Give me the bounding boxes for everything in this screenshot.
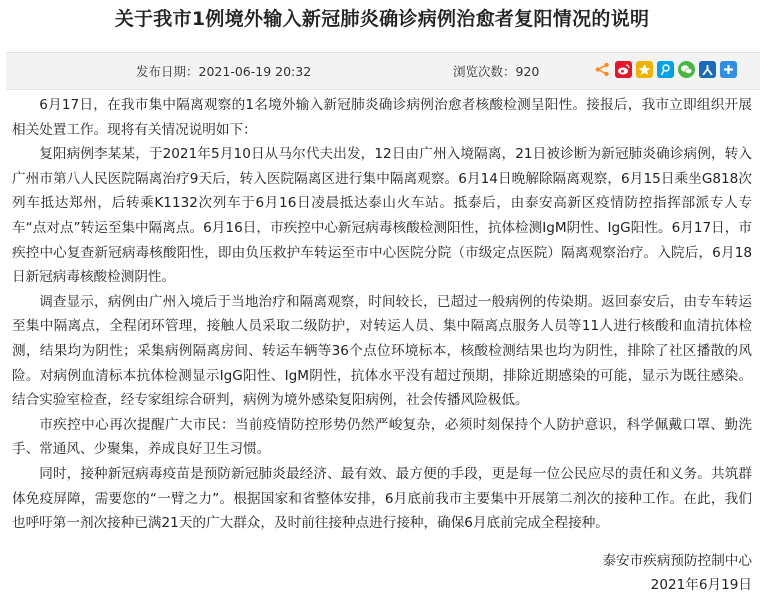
publish-date-label: 发布日期： bbox=[136, 64, 199, 79]
signature: 泰安市疾病预防控制中心 bbox=[602, 553, 752, 569]
article-body bbox=[12, 93, 752, 536]
signature-date: 2021年6月19日 bbox=[650, 577, 752, 593]
page-title: 关于我市1例境外输入新冠肺炎确诊病例治愈者复阳情况的说明 bbox=[114, 8, 650, 30]
more-icon[interactable] bbox=[720, 61, 737, 78]
share-toolbar bbox=[594, 61, 737, 78]
paragraph: 6月17日，在我市集中隔离观察的1名境外输入新冠肺炎确诊病例治愈者核酸检测呈阳性。接报后，我市立即组织开展相关处置工作。现将有关情况说明如下： bbox=[12, 97, 752, 138]
qzone-icon[interactable] bbox=[636, 61, 653, 78]
paragraph: 调查显示，病例由广州入境后于当地治疗和隔离观察，时间较长，已超过一般病例的传染期。返回泰安后，由专车转运至集中隔离点，全程闭环管理，接触人员采取二级防护，对转运人员、集中隔离点服务人员等11人进行核酸和血清抗体检测，结果均为阴性；采集病例隔离房间、转运车辆等36个点位环境标本，核酸检测结果也均为阴性，排除了社区播散的风险。对病例血清标本抗体检测显示IgG阳性、IgM阴性，抗体水平没有超过预期，排除近期感染的可能，显示为既往感染。结合实验室检查，经专家组综合研判，病例为境外感染复阳病例，社会传播风险极低。 bbox=[12, 293, 752, 409]
publish-date bbox=[136, 62, 311, 80]
tencent-weibo-icon[interactable] bbox=[657, 61, 674, 78]
share-icon[interactable] bbox=[594, 61, 611, 78]
paragraph: 复阳病例李某某，于2021年5月10日从马尔代夫出发，12日由广州入境隔离，21日被诊断为新冠肺炎确诊病例，转入广州市第八人民医院隔离治疗9天后，转入医院隔离区进行集中隔离观察。6月14日晚解除隔离观察，6月15日乘坐G818次列车抵达郑州，后转乘K1132次列车于6月16日凌晨抵达泰山火车站。抵泰后，由泰安高新区疫情防控指挥部派专人专车“点对点”转运至集中隔离点。6月16日，市疾控中心新冠病毒核酸检测阳性，抗体检测IgM阴性、IgG阳性。6月17日，市疾控中心复查新冠病毒核酸阳性，即由负压救护车转运至市中心医院分院（市级定点医院）隔离观察治疗。入院后，6月18日新冠病毒核酸检测阴性。 bbox=[12, 146, 752, 286]
wechat-icon[interactable] bbox=[678, 61, 695, 78]
sina-weibo-icon[interactable] bbox=[615, 61, 632, 78]
article-footer bbox=[602, 549, 752, 597]
paragraph: 市疾控中心再次提醒广大市民：当前疫情防控形势仍然严峻复杂，必须时刻保持个人防护意识，科学佩戴口罩、勤洗手、常通风、少聚集，养成良好卫生习惯。 bbox=[12, 416, 752, 458]
paragraph: 同时，接种新冠病毒疫苗是预防新冠肺炎最经济、最有效、最方便的手段，更是每一位公民应尽的责任和义务。共筑群体免疫屏障，需要您的“一臂之力”。根据国家和省整体安排，6月底前我市主要集中开展第二剂次的接种工作。在此，我们也呼吁第一剂次接种已满21天的广大群众，及时前往接种点进行接种，确保6月底前完成全程接种。 bbox=[12, 465, 752, 532]
view-count bbox=[453, 62, 539, 80]
renren-icon[interactable] bbox=[699, 61, 716, 78]
publish-date-value: 2021-06-19 20:32 bbox=[198, 64, 312, 79]
view-count-label: 浏览次数： bbox=[453, 64, 516, 79]
view-count-value: 920 bbox=[515, 64, 540, 79]
meta-bar bbox=[6, 52, 760, 90]
